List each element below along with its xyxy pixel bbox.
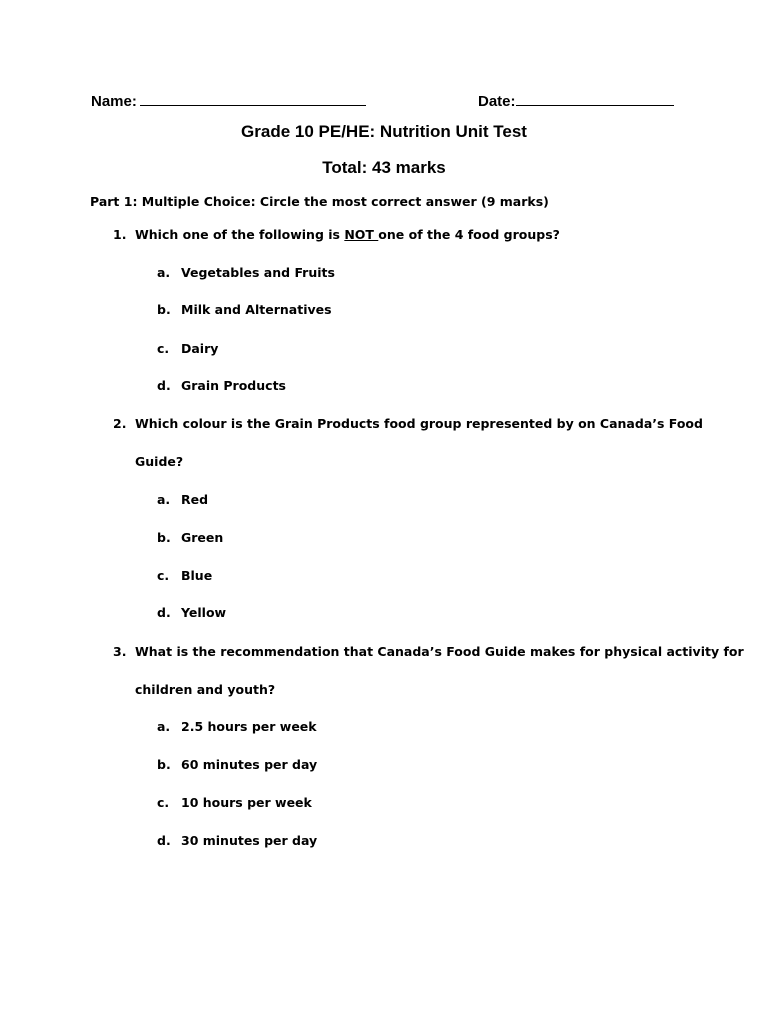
option-letter: a.	[157, 265, 171, 280]
option-letter: d.	[157, 378, 171, 393]
option-text: Grain Products	[181, 378, 286, 393]
option-text: Red	[181, 492, 209, 507]
name-label: Name:	[91, 93, 137, 110]
option-letter: a.	[157, 492, 171, 507]
question-number: 3.	[113, 644, 127, 659]
option-letter: c.	[157, 341, 170, 356]
option-text: Blue	[181, 568, 213, 583]
page-title: Grade 10 PE/HE: Nutrition Unit Test	[241, 122, 527, 141]
option-letter: c.	[157, 568, 170, 583]
name-blank-line[interactable]	[140, 91, 366, 106]
option-letter: b.	[157, 302, 171, 317]
option-text: Yellow	[181, 605, 227, 620]
date-blank-line[interactable]	[516, 91, 674, 106]
option-letter: a.	[157, 719, 171, 734]
question-text: Which one of the following is NOT one of the 4 food groups?	[135, 227, 560, 242]
question-text-line1: Which colour is the Grain Products food group represented by on Canada’s Food	[135, 416, 703, 431]
part1-heading: Part 1: Multiple Choice: Circle the most correct answer (9 marks)	[90, 194, 549, 209]
option-letter: d.	[157, 833, 171, 848]
option-text: Dairy	[181, 341, 219, 356]
option-letter: c.	[157, 795, 170, 810]
date-label: Date:	[478, 93, 516, 110]
option-text: Green	[181, 530, 224, 545]
option-letter: d.	[157, 605, 171, 620]
emphasis-not: NOT	[344, 227, 379, 242]
question-text-line2: children and youth?	[135, 682, 276, 697]
option-text: Vegetables and Fruits	[181, 265, 335, 280]
total-marks: Total: 43 marks	[322, 158, 446, 177]
question-text-line2: Guide?	[135, 454, 184, 469]
question-number: 1.	[113, 227, 127, 242]
option-letter: b.	[157, 530, 171, 545]
date-field	[478, 91, 674, 110]
option-text: 10 hours per week	[181, 795, 312, 810]
question-number: 2.	[113, 416, 127, 431]
option-text: 60 minutes per day	[181, 757, 318, 772]
option-text: 30 minutes per day	[181, 833, 318, 848]
name-field	[91, 91, 366, 110]
question-text-line1: What is the recommendation that Canada’s Food Guide makes for physical activity for	[135, 644, 744, 659]
option-text: 2.5 hours per week	[181, 719, 317, 734]
option-text: Milk and Alternatives	[181, 302, 332, 317]
option-letter: b.	[157, 757, 171, 772]
